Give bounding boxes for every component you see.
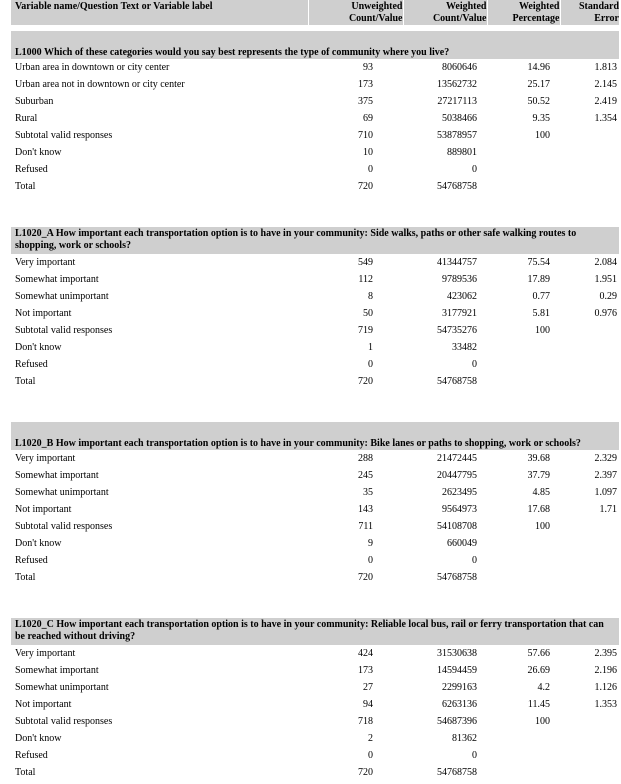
standard-error: 2.196 [594,665,617,676]
header-label-column: Variable name/Question Text or Variable label [11,0,308,25]
standard-error: 1.813 [594,62,617,73]
weighted-count: 2299163 [442,682,477,693]
unweighted-count: 50 [363,308,373,319]
unweighted-count: 720 [358,181,373,192]
table-row [11,356,619,373]
unweighted-count: 69 [363,113,373,124]
table-row [11,76,619,93]
weighted-count: 54768758 [437,376,477,387]
standard-error: 1.097 [594,487,617,498]
standard-error [560,339,619,356]
header-weighted-percentage: Weighted Percentage [487,0,560,25]
header-standard-error: Standard Error [560,0,619,25]
header-unweighted: Unweighted Count/Value [308,0,403,25]
unweighted-count: 549 [358,257,373,268]
unweighted-count: 710 [358,130,373,141]
weighted-percentage: 11.45 [527,699,550,710]
weighted-count: 20447795 [437,470,477,481]
row-label: Subtotal valid responses [15,521,113,532]
weighted-count: 0 [472,359,477,370]
question-header-row [11,422,619,450]
standard-error [560,730,619,747]
weighted-count: 660049 [447,538,477,549]
table-row [11,93,619,110]
unweighted-count: 720 [358,572,373,583]
table-row [11,144,619,161]
weighted-percentage: 37.79 [527,470,550,481]
weighted-count: 3177921 [442,308,477,319]
weighted-count: 53878957 [437,130,477,141]
weighted-percentage: 57.66 [527,648,550,659]
table-row [11,254,619,271]
weighted-percentage: 100 [535,521,550,532]
weighted-percentage [487,535,560,552]
table-row [11,679,619,696]
weighted-count: 54735276 [437,325,477,336]
weighted-percentage [487,373,560,390]
table-row [11,696,619,713]
table-row [11,322,619,339]
row-label: Refused [15,750,48,761]
standard-error [560,322,619,339]
weighted-percentage [487,747,560,764]
row-label: Don't know [15,342,62,353]
weighted-count: 33482 [452,342,477,353]
row-label: Somewhat unimportant [15,487,109,498]
weighted-count: 5038466 [442,113,477,124]
unweighted-count: 0 [368,359,373,370]
weighted-percentage: 100 [535,716,550,727]
standard-error [560,373,619,390]
unweighted-count: 93 [363,62,373,73]
row-label: Total [15,181,36,192]
row-label: Rural [15,113,38,124]
unweighted-count: 720 [358,767,373,778]
weighted-count: 0 [472,164,477,175]
header-weighted-count: Weighted Count/Value [403,0,487,25]
standard-error [560,764,619,781]
unweighted-count: 35 [363,487,373,498]
standard-error: 0.29 [599,291,617,302]
standard-error: 2.145 [594,79,617,90]
question-header-row [11,227,619,254]
weighted-percentage: 25.17 [527,79,550,90]
weighted-count: 54768758 [437,572,477,583]
table-row [11,373,619,390]
weighted-percentage [487,552,560,569]
unweighted-count: 424 [358,648,373,659]
weighted-percentage: 17.68 [527,504,550,515]
row-label: Not important [15,699,72,710]
weighted-count: 41344757 [437,257,477,268]
weighted-count: 0 [472,555,477,566]
weighted-count: 54687396 [437,716,477,727]
unweighted-count: 2 [368,733,373,744]
weighted-percentage: 100 [535,325,550,336]
weighted-count: 9564973 [442,504,477,515]
unweighted-count: 112 [358,274,373,285]
weighted-percentage: 4.2 [537,682,550,693]
row-label: Not important [15,504,72,515]
table-row [11,288,619,305]
row-label: Not important [15,308,72,319]
table-row [11,161,619,178]
standard-error [560,127,619,144]
standard-error: 1.126 [594,682,617,693]
unweighted-count: 719 [358,325,373,336]
question-header-row [11,618,619,645]
table-row [11,178,619,195]
unweighted-count: 9 [368,538,373,549]
row-label: Total [15,767,36,778]
row-label: Total [15,376,36,387]
row-label: Don't know [15,538,62,549]
standard-error [560,535,619,552]
standard-error: 2.329 [594,453,617,464]
section-spacer [11,195,619,227]
unweighted-count: 288 [358,453,373,464]
unweighted-count: 94 [363,699,373,710]
table-row [11,535,619,552]
unweighted-count: 720 [358,376,373,387]
row-label: Subtotal valid responses [15,325,113,336]
row-label: Urban area not in downtown or city center [15,79,185,90]
unweighted-count: 8 [368,291,373,302]
row-label: Suburban [15,96,54,107]
standard-error [560,747,619,764]
row-label: Urban area in downtown or city center [15,62,170,73]
unweighted-count: 0 [368,164,373,175]
standard-error [560,161,619,178]
weighted-percentage: 9.35 [532,113,550,124]
weighted-percentage: 0.77 [532,291,550,302]
weighted-count: 54768758 [437,181,477,192]
table-row [11,484,619,501]
weighted-percentage: 26.69 [527,665,550,676]
row-label: Refused [15,164,48,175]
table-row [11,730,619,747]
weighted-count: 889801 [447,147,477,158]
table-body [11,25,619,781]
weighted-count: 81362 [452,733,477,744]
standard-error: 1.354 [594,113,617,124]
weighted-percentage [487,178,560,195]
row-label: Very important [15,257,76,268]
standard-error: 2.419 [594,96,617,107]
standard-error: 0.976 [594,308,617,319]
section-spacer [11,586,619,618]
weighted-percentage: 4.85 [532,487,550,498]
unweighted-count: 711 [358,521,373,532]
weighted-percentage [487,144,560,161]
weighted-percentage: 75.54 [527,257,550,268]
standard-error: 1.353 [594,699,617,710]
weighted-percentage [487,161,560,178]
row-label: Total [15,572,36,583]
weighted-count: 8060646 [442,62,477,73]
weighted-percentage: 100 [535,130,550,141]
table-row [11,713,619,730]
table-row [11,747,619,764]
row-label: Refused [15,359,48,370]
table-row [11,569,619,586]
weighted-count: 21472445 [437,453,477,464]
standard-error [560,569,619,586]
table-row [11,552,619,569]
question-text: L1020_C How important each transportation option is to have in your community: Reliable local bus, rail or ferry transportation that can be reached without driving? [11,618,619,645]
row-label: Very important [15,453,76,464]
standard-error [560,144,619,161]
unweighted-count: 27 [363,682,373,693]
standard-error: 1.951 [594,274,617,285]
row-label: Somewhat important [15,274,99,285]
unweighted-count: 173 [358,79,373,90]
row-label: Somewhat unimportant [15,682,109,693]
row-label: Somewhat important [15,470,99,481]
weighted-count: 6263136 [442,699,477,710]
standard-error: 2.084 [594,257,617,268]
table-header-row [11,0,619,25]
weighted-count: 423062 [447,291,477,302]
standard-error [560,356,619,373]
table-row [11,645,619,662]
weighted-percentage [487,356,560,373]
unweighted-count: 245 [358,470,373,481]
unweighted-count: 143 [358,504,373,515]
weighted-count: 54768758 [437,767,477,778]
table-row [11,339,619,356]
table-row [11,305,619,322]
weighted-percentage [487,339,560,356]
unweighted-count: 10 [363,147,373,158]
row-label: Don't know [15,147,62,158]
table-row [11,662,619,679]
table-row [11,518,619,535]
table-row [11,501,619,518]
standard-error: 2.397 [594,470,617,481]
table-row [11,110,619,127]
section-spacer [11,390,619,422]
table-row [11,127,619,144]
weighted-percentage: 17.89 [527,274,550,285]
unweighted-count: 0 [368,555,373,566]
standard-error [560,552,619,569]
weighted-percentage: 5.81 [532,308,550,319]
standard-error: 2.395 [594,648,617,659]
weighted-count: 31530638 [437,648,477,659]
row-label: Somewhat important [15,665,99,676]
table-row [11,764,619,781]
unweighted-count: 1 [368,342,373,353]
weighted-percentage [487,764,560,781]
question-text: L1020_B How important each transportation option is to have in your community: Bike lanes or paths to shopping, work or schools? [11,422,619,450]
weighted-count: 14594459 [437,665,477,676]
unweighted-count: 173 [358,665,373,676]
table-row [11,59,619,76]
weighted-count: 0 [472,750,477,761]
weighted-percentage: 14.96 [527,62,550,73]
weighted-count: 2623495 [442,487,477,498]
table-row [11,450,619,467]
question-text: L1000 Which of these categories would you say best represents the type of community where you live? [11,31,619,59]
weighted-percentage [487,569,560,586]
standard-error: 1.71 [599,504,617,515]
weighted-percentage [487,730,560,747]
row-label: Somewhat unimportant [15,291,109,302]
weighted-count: 13562732 [437,79,477,90]
row-label: Very important [15,648,76,659]
question-header-row [11,31,619,59]
unweighted-count: 375 [358,96,373,107]
unweighted-count: 718 [358,716,373,727]
weighted-count: 9789536 [442,274,477,285]
row-label: Refused [15,555,48,566]
weighted-percentage: 39.68 [527,453,550,464]
standard-error [560,713,619,730]
table-row [11,271,619,288]
standard-error [560,518,619,535]
unweighted-count: 0 [368,750,373,761]
question-text: L1020_A How important each transportation option is to have in your community: Side walks, paths or other safe walking routes to shopping, work or schools? [11,227,619,254]
table-row [11,467,619,484]
row-label: Subtotal valid responses [15,130,113,141]
row-label: Don't know [15,733,62,744]
standard-error [560,178,619,195]
weighted-count: 54108708 [437,521,477,532]
weighted-percentage: 50.52 [527,96,550,107]
row-label: Subtotal valid responses [15,716,113,727]
weighted-count: 27217113 [437,96,477,107]
crosstab-table [11,0,619,781]
